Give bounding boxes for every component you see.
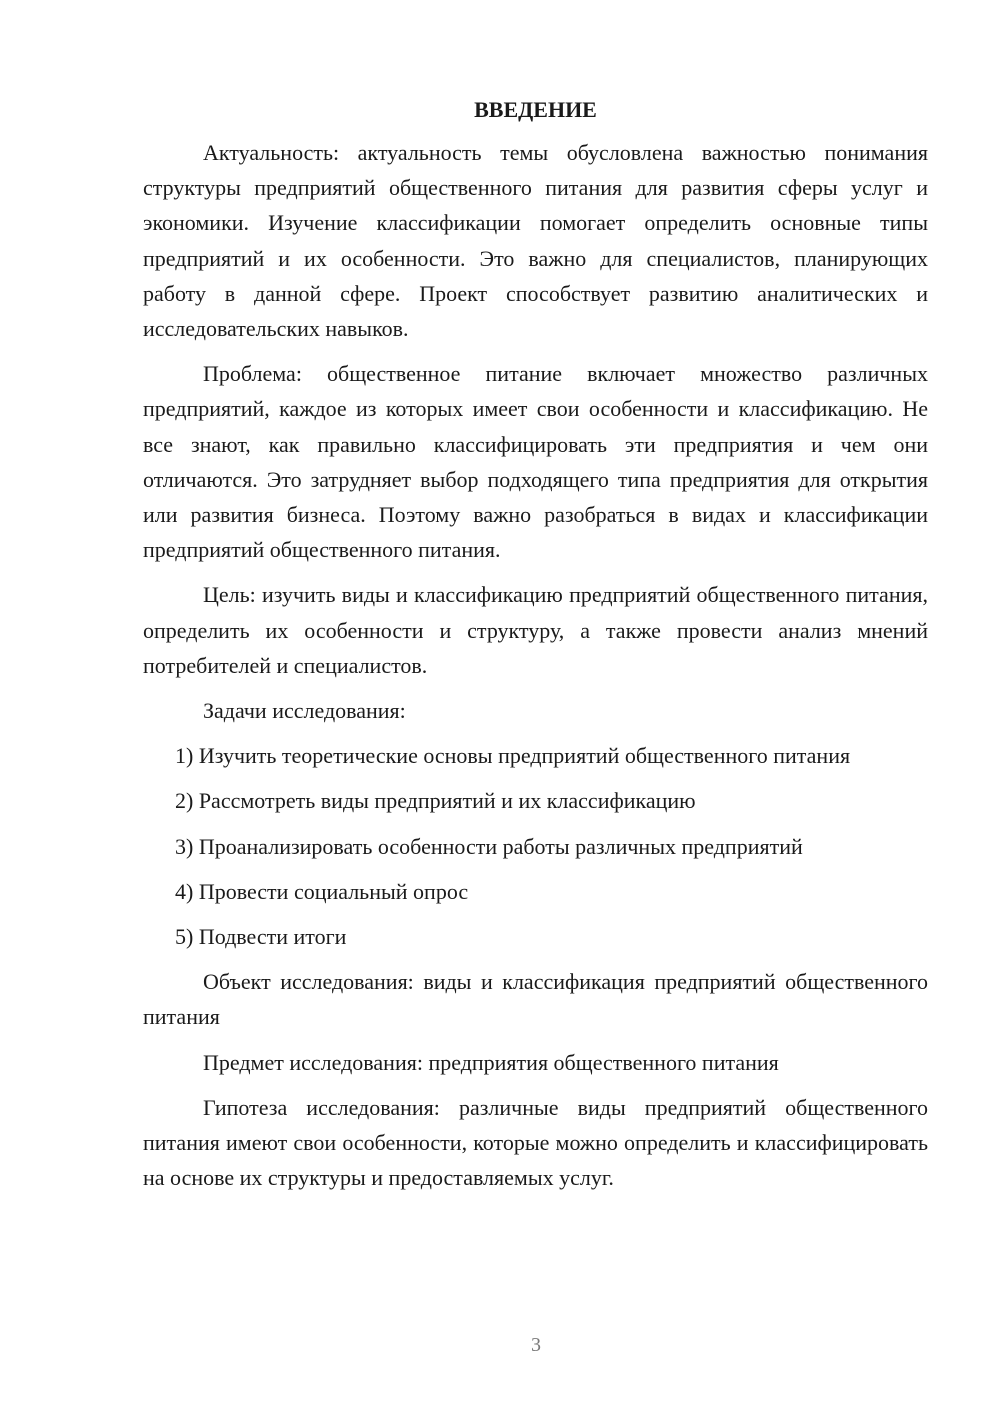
paragraph-object: Объект исследования: виды и классификация предприятий общественного питания — [143, 969, 928, 1030]
list-item: 4) Провести социальный опрос — [175, 878, 469, 904]
paragraph-goal: Цель: изучить виды и классификацию предприятий общественного питания, определить их особенности и структуру, а также провести анализ мнений потребителей и специалистов. — [143, 582, 928, 678]
tasks-heading: Задачи исследования: — [203, 698, 406, 724]
tasks-list — [143, 738, 928, 954]
page-number: 3 — [531, 1334, 541, 1356]
list-item: 1) Изучить теоретические основы предприятий общественного питания — [175, 743, 851, 769]
document-page — [143, 92, 928, 1205]
list-item: 2) Рассмотреть виды предприятий и их классификацию — [175, 788, 696, 814]
paragraph-hypothesis: Гипотеза исследования: различные виды предприятий общественного питания имеют свои особенности, которые можно определить и классифицировать на основе их структуры и предоставляемых услуг. — [143, 1094, 928, 1191]
paragraph-problem: Проблема: общественное питание включает множество различных предприятий, каждое из которых имеет свои особенности и классификацию. Не все знают, как правильно классифицировать эти предприятия и чем они отличаются. Это затрудняет выбор подходящего типа предприятия для открытия или развития бизнеса. Поэтому важно разобраться в видах и классификации предприятий общественного питания. — [143, 361, 928, 563]
paragraph-relevance: Актуальность: актуальность темы обусловлена важностью понимания структуры предприятий общественного питания для развития сферы услуг и экономики. Изучение классификации помогает определить основные типы предприятий и их особенности. Это важно для специалистов, планирующих работу в данной сфере. Проект способствует развитию аналитических и исследовательских навыков. — [143, 140, 928, 342]
paragraph-subject: Предмет исследования: предприятия общественного питания — [203, 1049, 779, 1075]
list-item: 5) Подвести итоги — [175, 924, 347, 950]
list-item: 3) Проанализировать особенности работы различных предприятий — [175, 833, 803, 859]
section-heading: ВВЕДЕНИЕ — [474, 97, 597, 122]
